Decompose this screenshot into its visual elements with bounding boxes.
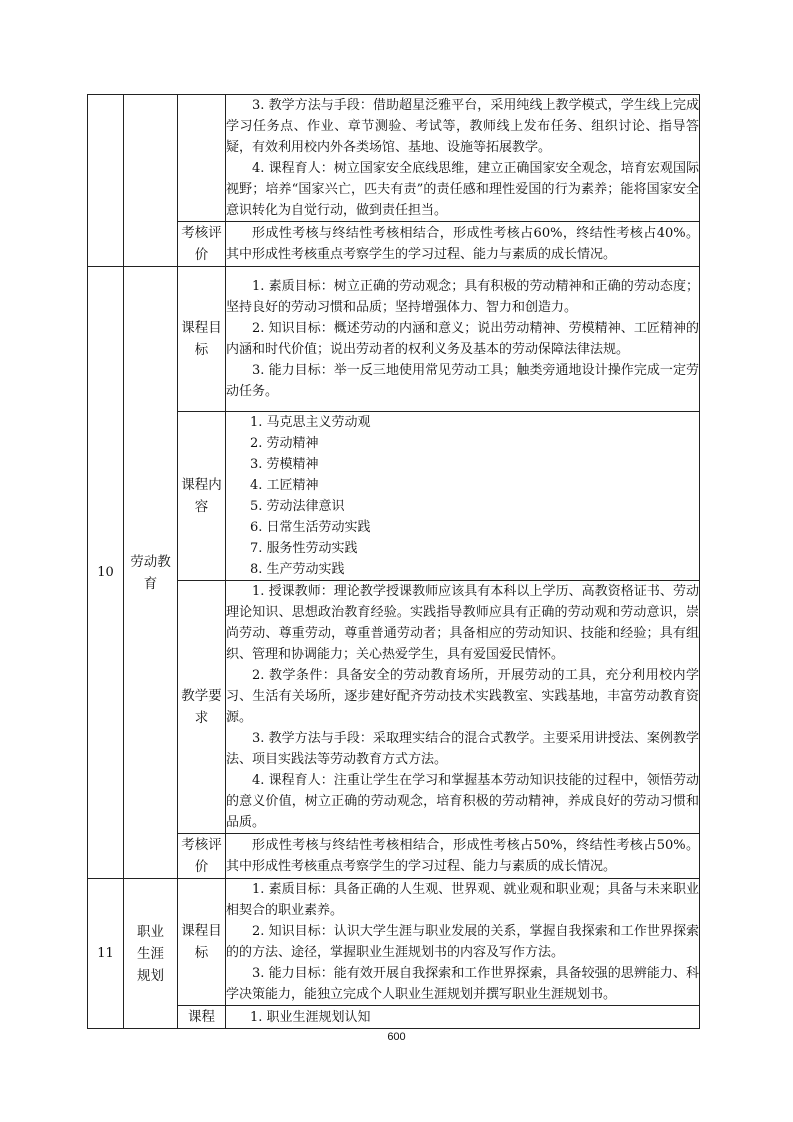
goal-paragraph: 3. 能力目标：能有效开展自我探索和工作世界探索，具备较强的思辨能力、科学决策能力，能独立完成个人职业生涯规划并撰写职业生涯规划书。	[226, 966, 699, 1002]
goal-paragraph: 1. 素质目标：具备正确的人生观、世界观、就业观和职业观；具备与未来职业相契合的职业素养。	[226, 882, 699, 918]
methods-paragraph: 3. 教学方法与手段：借助超星泛雅平台，采用纯线上教学模式，学生线上完成学习任务点、作业、章节测验、考试等，教师线上发布任务、组织讨论、指导答疑，有效利用校内外各类场馆、基地、设施等拓展教学。	[226, 98, 699, 155]
content-cell	[226, 95, 700, 222]
content-item: 3. 劳模精神	[250, 457, 319, 472]
requirement-paragraph: 4. 课程育人：注重让学生在学习和掌握基本劳动知识技能的过程中，领悟劳动的意义价值，树立正确的劳动观念，培育积极的劳动精神，养成良好的劳动习惯和品质。	[226, 773, 699, 830]
table-row	[88, 267, 700, 412]
content-item: 1. 马克思主义劳动观	[250, 415, 371, 430]
content-item: 4. 工匠精神	[250, 478, 319, 493]
content-list-cell	[226, 1006, 700, 1029]
goals-label: 课程目标	[178, 879, 226, 1006]
course-table	[87, 94, 700, 1029]
content-label: 课程内容	[178, 412, 226, 581]
requirements-label: 教学要求	[178, 581, 226, 834]
course-name: 职业生涯规划	[124, 879, 178, 1029]
content-item: 6. 日常生活劳动实践	[250, 520, 371, 535]
requirement-paragraph: 1. 授课教师：理论教学授课教师应该具有本科以上学历、高教资格证书、劳动理论知识、思想政治教育经验。实践指导教师应具有正确的劳动观和劳动意识，崇尚劳动、尊重劳动，尊重普通劳动者；具备相应的劳动知识、技能和经验；具有组织、管理和协调能力；关心热爱学生，具有爱国爱民情怀。	[226, 584, 699, 662]
table-row	[88, 581, 700, 834]
goal-paragraph: 2. 知识目标：概述劳动的内涵和意义；说出劳动精神、劳模精神、工匠精神的内涵和时代价值；说出劳动者的权利义务及基本的劳动保障法律法规。	[226, 321, 699, 357]
requirement-paragraph: 3. 教学方法与手段：采取理实结合的混合式教学。主要采用讲授法、案例教学法、项目实践法等劳动教育方式方法。	[226, 731, 699, 767]
eval-text-cell	[226, 834, 700, 879]
label-cell	[178, 95, 226, 222]
table-row	[88, 834, 700, 879]
content-label: 课程	[178, 1006, 226, 1029]
eval-paragraph: 形成性考核与终结性考核相结合，形成性考核占50%，终结性考核占50%。其中形成性考核重点考察学生的学习过程、能力与素质的成长情况。	[226, 838, 699, 874]
education-paragraph: 4. 课程育人：树立国家安全底线思维，建立正确国家安全观念，培育宏观国际视野；培养“国家兴亡，匹夫有责”的责任感和理性爱国的行为素养；能将国家安全意识转化为自觉行动，做到责任担当。	[226, 161, 699, 218]
goal-paragraph: 1. 素质目标：树立正确的劳动观念；具有积极的劳动精神和正确的劳动态度；坚持良好的劳动习惯和品质；坚持增强体力、智力和创造力。	[226, 279, 699, 315]
requirements-cell	[226, 581, 700, 834]
content-item: 5. 劳动法律意识	[250, 499, 345, 514]
content-list-cell	[226, 412, 700, 581]
course-name: 劳动教育	[124, 267, 178, 879]
content-item: 8. 生产劳动实践	[250, 562, 345, 577]
table-row	[88, 222, 700, 267]
content-item: 7. 服务性劳动实践	[250, 541, 358, 556]
table-row	[88, 95, 700, 222]
row-number: 10	[88, 267, 124, 879]
table-row	[88, 879, 700, 1006]
goal-paragraph: 3. 能力目标：举一反三地使用常见劳动工具；触类旁通地设计操作完成一定劳动任务。	[226, 363, 699, 399]
eval-text-cell	[226, 222, 700, 267]
eval-label: 考核评价	[178, 222, 226, 267]
requirement-paragraph: 2. 教学条件：具备安全的劳动教育场所，开展劳动的工具，充分利用校内学习、生活有关场所，逐步建好配齐劳动技术实践教室、实践基地，丰富劳动教育资源。	[226, 668, 699, 725]
content-item: 2. 劳动精神	[250, 436, 319, 451]
page-number: 600	[387, 1031, 406, 1043]
course-name-cell	[124, 95, 178, 267]
eval-label: 考核评价	[178, 834, 226, 879]
row-number-cell	[88, 95, 124, 267]
table-row	[88, 412, 700, 581]
content-item: 1. 职业生涯规划认知	[250, 1009, 371, 1025]
goals-cell	[226, 879, 700, 1006]
goal-paragraph: 2. 知识目标：认识大学生涯与职业发展的关系，掌握自我探索和工作世界探索的的方法、途径，掌握职业生涯规划书的内容及写作方法。	[226, 924, 699, 960]
goals-cell	[226, 267, 700, 412]
row-number: 11	[88, 879, 124, 1029]
eval-paragraph: 形成性考核与终结性考核相结合，形成性考核占60%，终结性考核占40%。其中形成性考核重点考察学生的学习过程、能力与素质的成长情况。	[226, 226, 699, 262]
table-row	[88, 1006, 700, 1029]
goals-label: 课程目标	[178, 267, 226, 412]
